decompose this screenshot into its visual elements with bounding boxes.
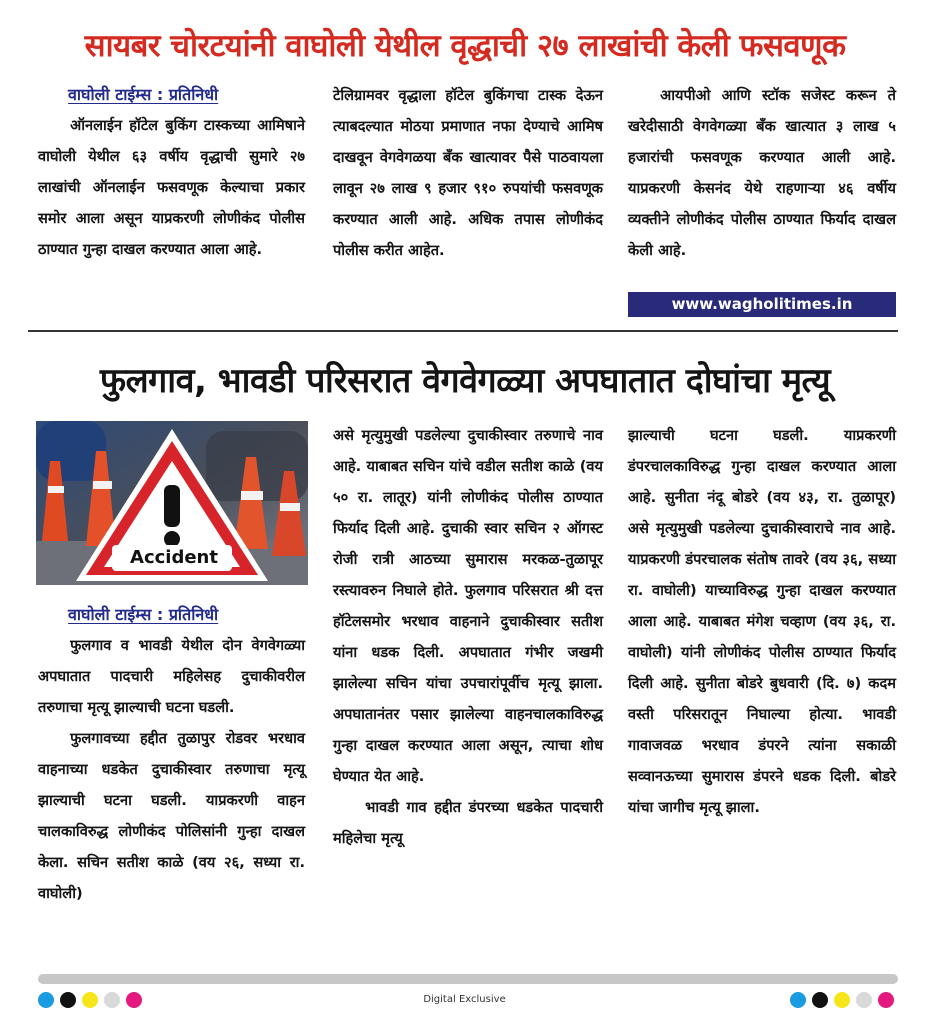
story1-col1-text: ऑनलाईन हॉटेल बुकिंग टास्कच्या आमिषाने वाघोली येथील ६३ वर्षीय वृद्धाची सुमारे २७ लाखांची ऑनलाईन फसवणूक केल्याचा प्रकार समोर आला असून याप्रकरणी लोणीकंद पोलीस ठाण्यात गुन्हा दाखल करण्यात आला आहे. (38, 117, 305, 258)
section-divider (28, 330, 898, 332)
story2-col1-para1: फुलगाव व भावडी येथील दोन वेगवेगळ्या अपघातात पादचारी महिलेसह दुचाकीवरील तरुणाचा मृत्यू झाल्याची घटना घडली. (38, 637, 305, 716)
story2-col2-para1: असे मृत्युमुखी पडलेल्या दुचाकीस्वार तरुणाचे नाव आहे. याबाबत सचिन यांचे वडील सतीश काळे (वय ५० रा. लातूर) यांनी लोणीकंद पोलीस ठाण्यात फिर्याद दिली आहे. दुचाकी स्वार सचिन २ ऑगस्ट रोजी रात्री आठच्या सुमारास मरकळ-तुळापूर रस्त्यावरुन निघाले होते. फुलगाव परिसरात श्री दत्त हॉटेलसमोर भरधाव वाहनाने दुचाकीस्वार सतीश यांना धडक दिली. अपघातात गंभीर जखमी झालेल्या सचिन यांचा उपचारांपूर्वीच मृत्यू झाला. अपघातानंतर पसार झालेल्या वाहनचालकाविरुद्ध गुन्हा दाखल करण्यात आला असून, त्याचा शोध घेण्यात येत आहे. (333, 427, 603, 785)
story2-col3-text: झाल्याची घटना घडली. याप्रकरणी डंपरचालकाविरुद्ध गुन्हा दाखल करण्यात आला आहे. सुनीता नंदू बोडरे (वय ४३, रा. तुळापूर) असे मृत्युमुखी पडलेल्या दुचाकीस्वाराचे नाव आहे. याप्रकरणी डंपरचालक संतोष तावरे (वय ३६, सध्या रा. वाघोली) याच्याविरुद्ध गुन्हा दाखल करण्यात आला आहे. याबाबत मंगेश चव्हाण (वय ३६, रा. वाघोली) यांनी लोणीकंद पोलीस ठाण्यात फिर्याद दिली आहे. सुनीता बोडरे बुधवारी (दि. ७) कदम वस्ती परिसरातून निघाल्या होत्या. भावडी गावाजवळ भरधाव डंपरने त्यांना सकाळी सव्वानऊच्या सुमारास डंपरने धडक दिली. बोडरे यांचा जागीच मृत्यू झाला. (628, 427, 896, 816)
story2-headline: फुलगाव, भावडी परिसरात वेगवेगळ्या अपघातात दोघांचा मृत्यू (99, 361, 831, 401)
story1-column-3 (628, 80, 896, 266)
story2-column-3 (628, 420, 896, 823)
story2-col2-para2: भावडी गाव हद्दीत डंपरच्या धडकेत पादचारी महिलेचा मृत्यू (333, 799, 603, 847)
story1-col3-text: आयपीओ आणि स्टॉक सजेस्ट करून ते खरेदीसाठी वेगवेगळ्या बँक खात्यात ३ लाख ५ हजारांची फसवणूक करण्यात आली आहे. याप्रकरणी केसनंद येथे राहणाऱ्या ४६ वर्षीय व्यक्तीने लोणीकंद पोलीस ठाण्यात फिर्याद दाखल केली आहे. (628, 87, 896, 259)
story1-column-2 (333, 80, 603, 266)
story2-byline: वाघोली टाईम्स : प्रतिनिधी (68, 605, 219, 624)
bottom-bar (38, 974, 898, 984)
gray-mark (856, 992, 872, 1008)
story1-column-1 (38, 80, 305, 265)
story2-column-2 (333, 420, 603, 854)
story2-col1-para2: फुलगावच्या हद्दीत तुळापुर रोडवर भरधाव वाहनाच्या धडकेत दुचाकीस्वार तरुणाचा मृत्यू झाल्याची घटना घडली. याप्रकरणी वाहन चालकाविरुद्ध लोणीकंद पोलिसांनी गुन्हा दाखल केला. सचिन सतीश काळे (वय २६, सध्या रा. वाघोली) (38, 730, 305, 902)
story1-byline: वाघोली टाईम्स : प्रतिनिधी (68, 85, 219, 104)
story2-column-1 (38, 600, 305, 909)
story1-col2-text: टेलिग्रामवर वृद्धाला हॉटेल बुकिंगचा टास्क देऊन त्याबदल्यात मोठया प्रमाणात नफा देण्याचे आमिष दाखवून वेगवेगळया बँक खात्यावर पैसे पाठवायला लावून २७ लाख ९ हजार ९१० रुपयांची फसवणूक करण्यात आली आहे. अधिक तपास लोणीकंद पोलीस करीत आहेत. (333, 87, 603, 259)
website-url-box: www.wagholitimes.in (628, 292, 896, 317)
cyan-mark (790, 992, 806, 1008)
accident-photo-label: Accident (130, 547, 218, 568)
footer-label: Digital Exclusive (423, 994, 506, 1005)
story1-headline: सायबर चोरटयांनी वाघोली येथील वृद्धाची २७ लाखांची केली फसवणूक (84, 28, 846, 64)
yellow-mark (834, 992, 850, 1008)
magenta-mark (878, 992, 894, 1008)
registration-marks-right (790, 992, 894, 1008)
black-mark (812, 992, 828, 1008)
accident-photo (36, 421, 308, 585)
